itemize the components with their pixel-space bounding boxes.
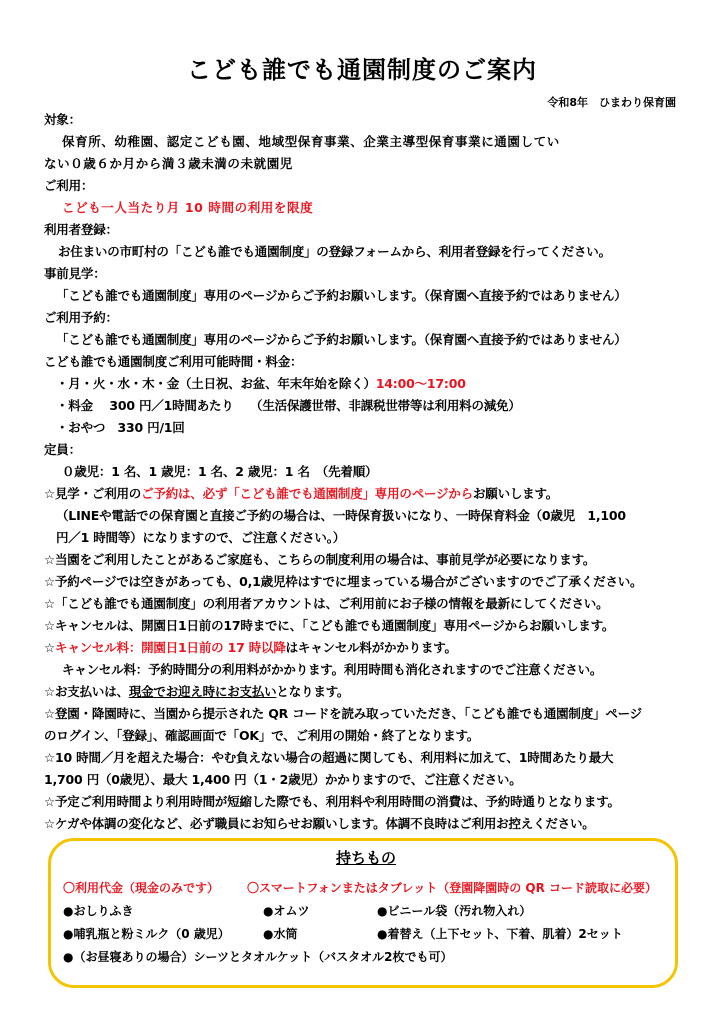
target-text-1: 保育所、幼稚園、認定こども園、地域型保育事業、企業主導型保育事業に通園してい: [62, 134, 560, 149]
item-change-clothes: ●着替え（上下セット、下着、肌着）2セット: [377, 927, 623, 941]
belongings-title: 持ちもの: [335, 849, 396, 867]
note-qr-1: ☆登園・降園時に、当園から提示された QR コードを読み取っていただき、「こども誰でも通園制度」ページ: [44, 706, 642, 721]
hours-heading: こども誰でも通園制度ご利用可能時間・料金：: [44, 354, 303, 369]
page-title: こども誰でも通園制度のご案内: [187, 56, 537, 84]
note-qr-2: のログイン、「登録」、確認画面で「OK」で、ご利用の開始・終了となります。: [44, 728, 480, 743]
note-overtime-2: 1,700 円（0歳児）、最大 1,400 円（1・2歳児）かかりますので、ご注意ください。: [44, 772, 522, 787]
registration-heading: 利用者登録：: [44, 222, 118, 237]
note-payment: ☆お支払いは、現金でお迎え時にお支払いとなります。: [44, 684, 350, 699]
reservation-text: 「こども誰でも通園制度」専用のページからご予約お願いします。（保育園へ直接予約ではありません）: [56, 332, 627, 347]
visit-heading: 事前見学：: [44, 266, 106, 281]
note-visit-required: ☆当園をご利用したことがあるご家庭も、こちらの制度利用の場合は、事前見学が必要になります。: [44, 552, 596, 567]
item-sheets: ●（お昼寝ありの場合）シーツとタオルケット（バスタオル2枚でも可）: [63, 950, 453, 964]
capacity-text: ０歳児：1 名、1 歳児：1 名、2 歳児：1 名 （先着順）: [62, 464, 378, 479]
snack-fee: ・おやつ 330 円/1回: [56, 420, 185, 435]
item-diapers: ●オムツ: [263, 904, 310, 918]
item-plastic-bags: ●ビニール袋（汚れ物入れ）: [377, 904, 532, 918]
hours-days: ・月・火・水・木・金（土日祝、お盆、年末年始を除く）14:00～17:00: [56, 376, 466, 391]
note-reservation: ☆見学・ご利用のご予約は、必ず「こども誰でも通園制度」専用のページからお願いします。: [44, 486, 559, 501]
visit-text: 「こども誰でも通園制度」専用のページからご予約お願いします。（保育園へ直接予約ではありません）: [56, 288, 627, 303]
note-account: ☆「こども誰でも通園制度」の利用者アカウントは、ご利用前にお子様の情報を最新にしてください。: [44, 596, 609, 611]
note-cancel-fee-detail: キャンセル料：予約時間分の利用料がかかります。利用時間も消化されますのでご注意ください。: [62, 662, 603, 677]
belongings-box: [48, 838, 678, 988]
note-slots: ☆予約ページでは空きがあっても、0,1歳児枠はすでに埋まっている場合がございますのでご了承ください。: [44, 574, 643, 589]
target-heading: 対象：: [44, 112, 81, 127]
usage-limit: こども一人当たり月 10 時間の利用を限度: [62, 200, 314, 215]
note-direct-booking-2: 円／1 時間等）になりますので、ご注意ください。）: [56, 530, 346, 545]
item-bottle-milk: ●哺乳瓶と粉ミルク（0 歳児）: [63, 927, 230, 941]
note-cancel: ☆キャンセルは、開園日1日前の17時までに、「こども誰でも通園制度」専用ページからお願いします。: [44, 618, 615, 633]
usage-heading: ご利用：: [44, 178, 94, 193]
note-health: ☆ケガや体調の変化など、必ず職員にお知らせお願いします。体調不良時はご利用お控えください。: [44, 816, 595, 831]
note-cancel-fee: ☆キャンセル料：開園日1日前の 17 時以降はキャンセル料がかかります。: [44, 640, 457, 655]
capacity-heading: 定員：: [44, 442, 81, 457]
note-overtime-1: ☆10 時間／月を超えた場合：やむ負えない場合の超過に関しても、利用料に加えて、1時間あたり最大: [44, 750, 614, 765]
fee-text: ・料金 300 円／1時間あたり （生活保護世帯、非課税世帯等は利用料の減免）: [56, 398, 521, 413]
note-direct-booking-1: （LINEや電話での保育園と直接ご予約の場合は、一時保育扱いになり、一時保育料金（0歳児 1,100: [56, 508, 626, 523]
item-smartphone: 〇スマートフォンまたはタブレット（登園降園時の QR コード読取に必要）: [247, 881, 657, 895]
date-organization: 令和8年 ひまわり保育園: [547, 96, 676, 109]
item-cash: 〇利用代金（現金のみです）: [63, 881, 220, 895]
item-water-bottle: ●水筒: [263, 927, 298, 941]
target-text-2: ない０歳６か月から満３歳未満の未就園児: [44, 156, 293, 171]
reservation-heading: ご利用予約：: [44, 310, 118, 325]
item-wipes: ●おしりふき: [63, 904, 134, 918]
note-shortened: ☆予定ご利用時間より利用時間が短縮した際でも、利用料や利用時間の消費は、予約時通りとなります。: [44, 794, 620, 809]
registration-text: お住まいの市町村の「こども誰でも通園制度」の登録フォームから、利用者登録を行ってください。: [58, 244, 611, 259]
